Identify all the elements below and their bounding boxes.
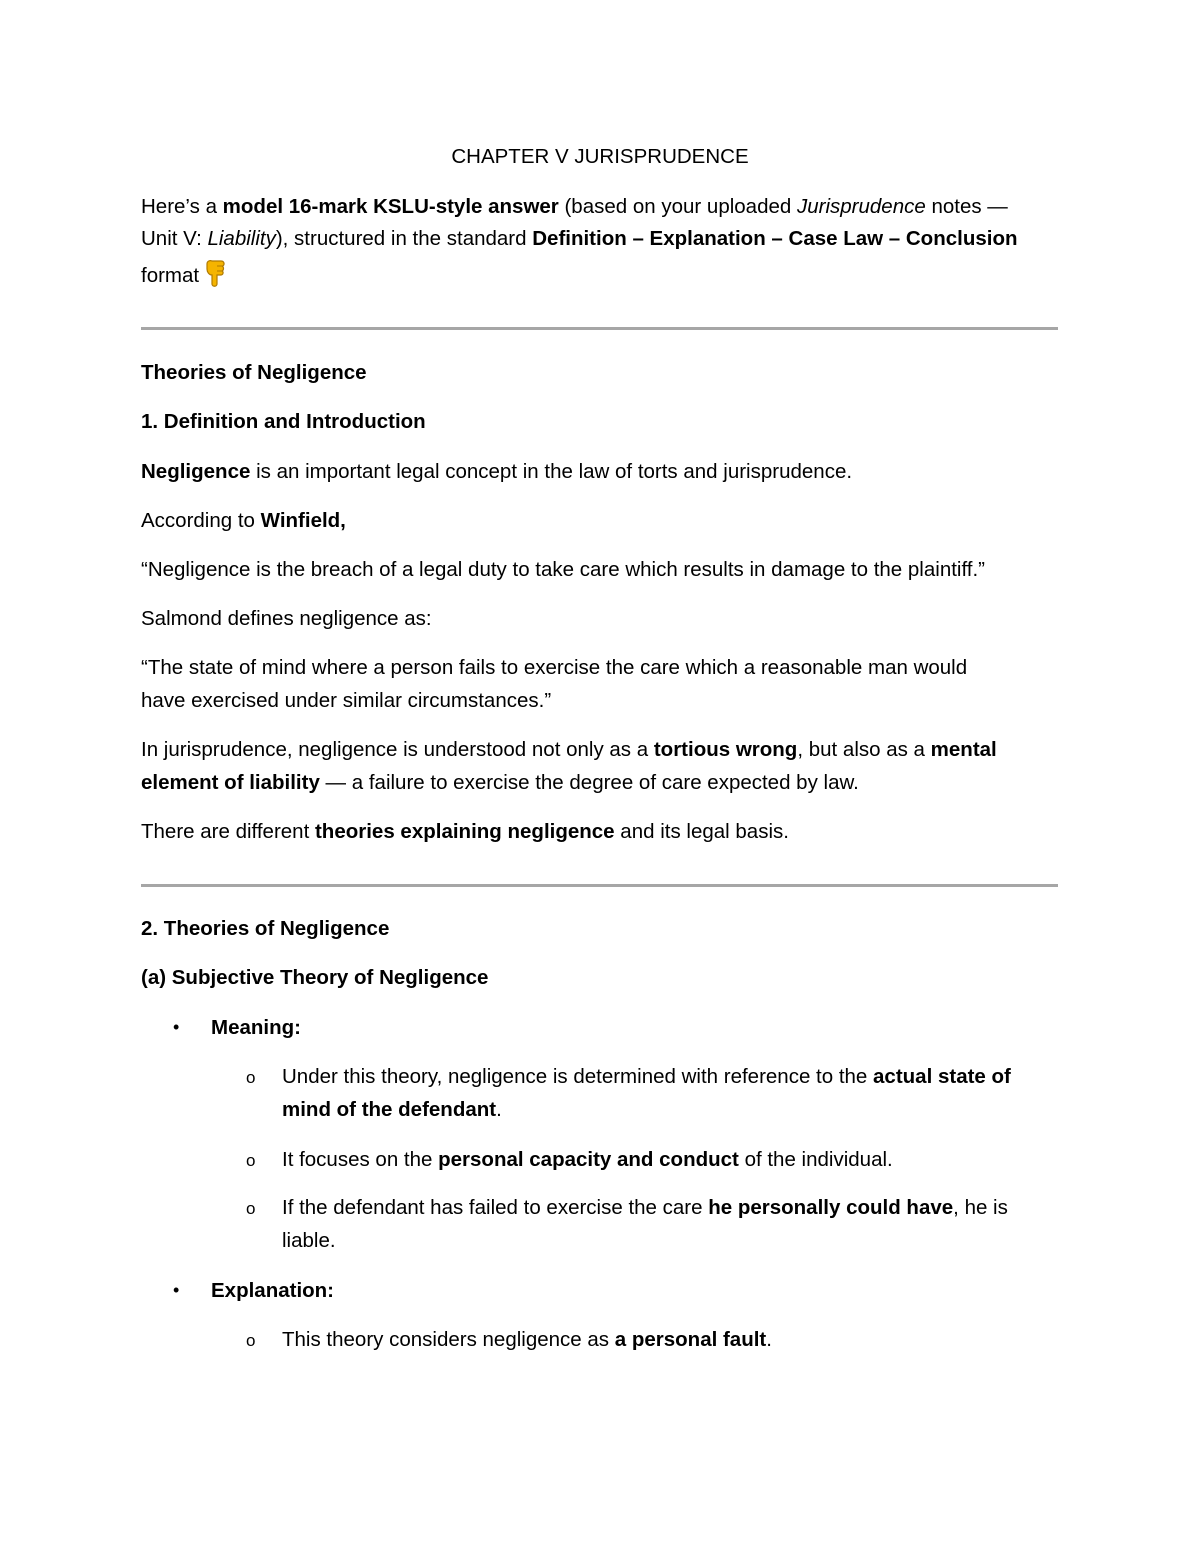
paragraph-jurisprudence-line-2 [141, 766, 859, 799]
intro-line-3 [141, 258, 227, 292]
intro-text: format [141, 264, 200, 287]
bullet-marker: • [173, 1280, 180, 1300]
bold-term: mind of the defendant [282, 1098, 497, 1121]
meaning-item-3-line-2: liable. [282, 1229, 336, 1252]
paragraph-text: In jurisprudence, negligence is understood not only as a [141, 738, 654, 761]
paragraph-jurisprudence-line-1 [141, 733, 997, 766]
paragraph-negligence-intro [141, 455, 852, 488]
meaning-item-1-line-2 [282, 1093, 502, 1126]
paragraph-salmond: Salmond defines negligence as: [141, 607, 432, 630]
paragraph-according-winfield [141, 504, 346, 537]
section-heading: Theories of Negligence [141, 361, 367, 384]
meaning-item-1-line-1 [282, 1060, 1011, 1093]
quote-salmond-line-2: have exercised under similar circumstances.” [141, 689, 552, 712]
paragraph-text: and its legal basis. [614, 820, 789, 843]
bold-term: tortious wrong [653, 738, 798, 761]
sub-bullet-marker: o [246, 1331, 256, 1350]
horizontal-rule [141, 884, 1058, 887]
explanation-item-1 [282, 1323, 772, 1356]
list-text: of the individual. [738, 1148, 893, 1171]
intro-italic-text: Liability [207, 227, 276, 250]
intro-line-2 [141, 222, 1018, 255]
intro-text: notes — [925, 195, 1008, 218]
bold-term: he personally could have [708, 1196, 954, 1219]
meaning-label: Meaning: [211, 1016, 301, 1039]
bold-term: a personal fault [614, 1328, 767, 1351]
paragraph-text: There are different [141, 820, 315, 843]
bold-term: Negligence [141, 460, 251, 483]
quote-winfield: “Negligence is the breach of a legal duty to take care which results in damage to the plaintiff.” [141, 558, 986, 581]
intro-text: ), structured in the standard [275, 227, 533, 250]
intro-text: (based on your uploaded [558, 195, 797, 218]
bold-term: actual state of [873, 1065, 1011, 1088]
paragraph-text: is an important legal concept in the law of torts and jurisprudence. [250, 460, 853, 483]
paragraph-theories [141, 815, 789, 848]
list-text: . [766, 1328, 772, 1351]
bold-term: Winfield, [260, 509, 346, 532]
sub-bullet-marker: o [246, 1151, 256, 1170]
paragraph-text: According to [141, 509, 261, 532]
paragraph-text: , but also as a [797, 738, 931, 761]
list-text: . [496, 1098, 502, 1121]
meaning-item-2 [282, 1143, 893, 1176]
bullet-marker: • [173, 1017, 180, 1037]
sub-bullet-marker: o [246, 1199, 256, 1218]
list-text: It focuses on the [282, 1148, 439, 1171]
page-title: CHAPTER V JURISPRUDENCE [451, 145, 749, 168]
intro-bold-text: model 16-mark KSLU-style answer [222, 195, 559, 218]
section-heading: 2. Theories of Negligence [141, 917, 390, 940]
intro-line-1 [141, 190, 1008, 223]
bold-term: element of liability [141, 771, 320, 794]
backhand-index-pointing-down-icon [203, 258, 227, 288]
meaning-item-3-line-1 [282, 1191, 1008, 1224]
quote-salmond-line-1: “The state of mind where a person fails to exercise the care which a reasonable man would [141, 656, 968, 679]
list-text: Under this theory, negligence is determined with reference to the [282, 1065, 874, 1088]
sub-bullet-marker: o [246, 1068, 256, 1087]
intro-text: Here’s a [141, 195, 223, 218]
intro-bold-text: Definition – Explanation – Case Law – Conclusion [532, 227, 1018, 250]
list-text: , he is [953, 1196, 1008, 1219]
paragraph-text: — a failure to exercise the degree of care expected by law. [319, 771, 859, 794]
list-text: If the defendant has failed to exercise the care [282, 1196, 709, 1219]
section-subheading: 1. Definition and Introduction [141, 410, 426, 433]
section-subheading: (a) Subjective Theory of Negligence [141, 966, 489, 989]
bold-term: personal capacity and conduct [438, 1148, 739, 1171]
bold-term: mental [930, 738, 997, 761]
intro-italic-text: Jurisprudence [796, 195, 926, 218]
explanation-label: Explanation: [211, 1279, 335, 1302]
list-text: This theory considers negligence as [282, 1328, 615, 1351]
bold-term: theories explaining negligence [314, 820, 615, 843]
intro-text: Unit V: [141, 227, 208, 250]
horizontal-rule [141, 327, 1058, 330]
